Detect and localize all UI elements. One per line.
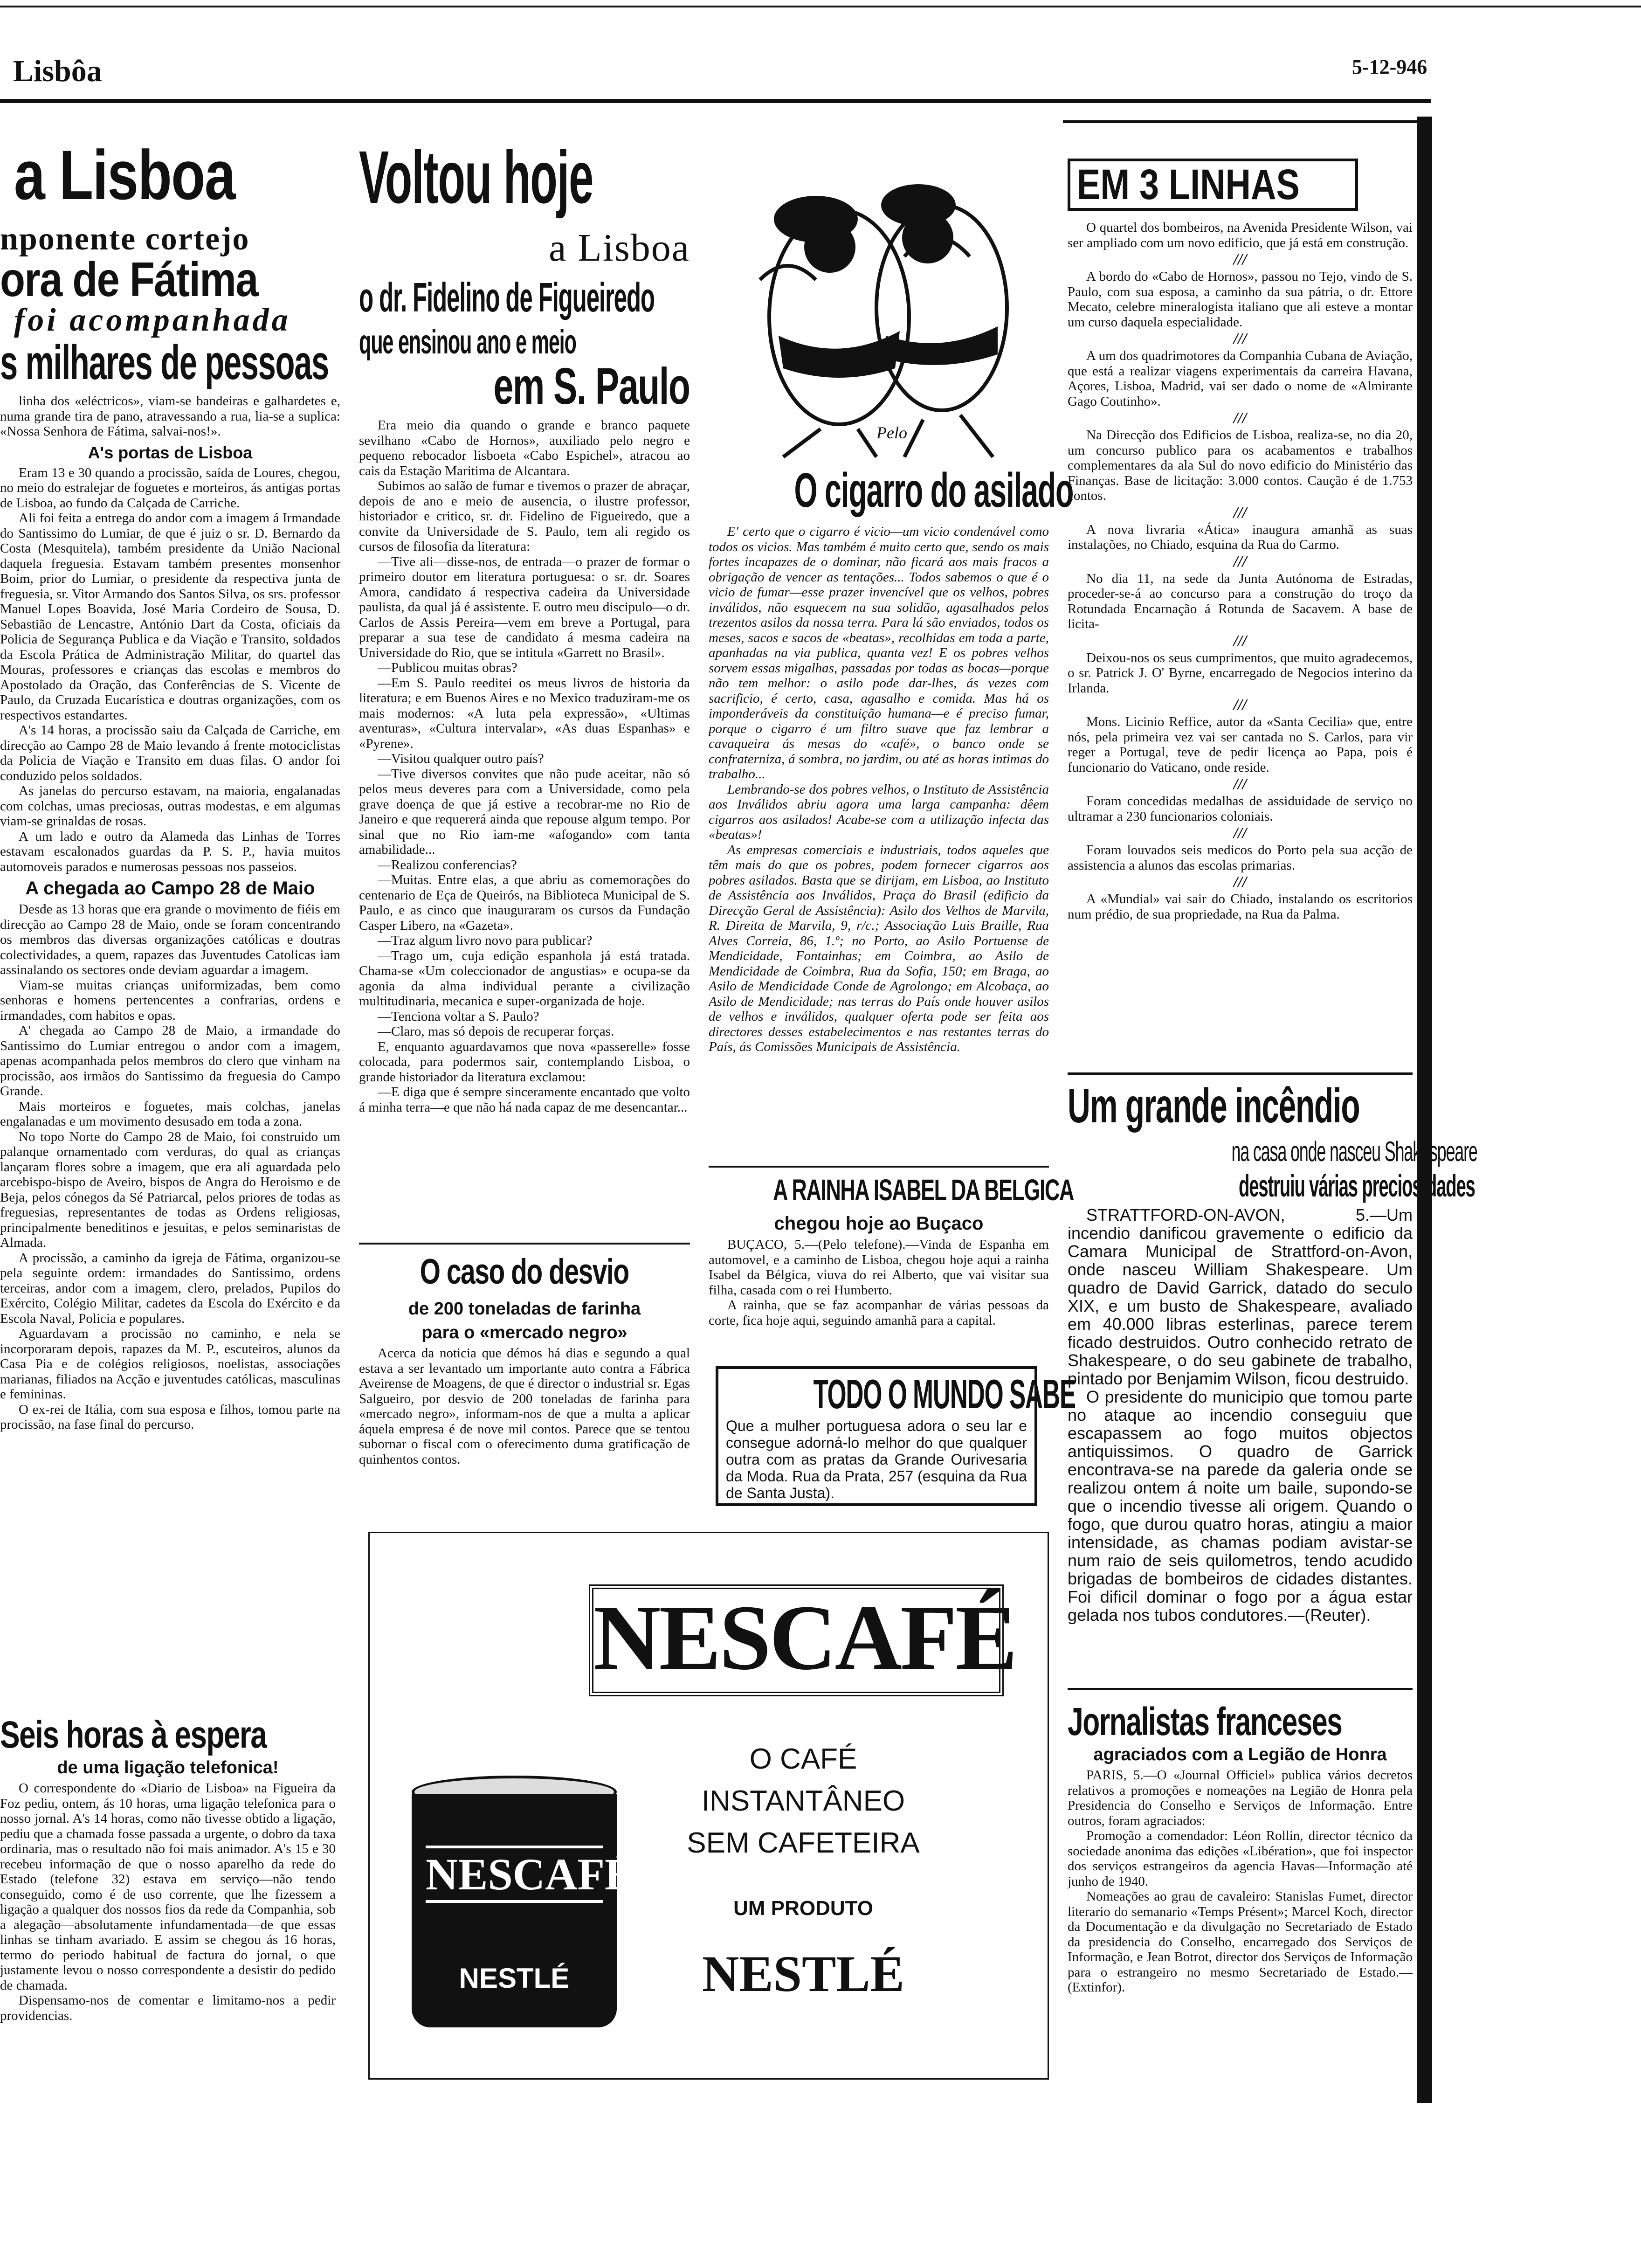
paragraph: PARIS, 5.—O «Journal Officiel» publica vários decretos relativos a promoções e nomeações na Legião de Honra pela Presidencia do Conselho e Serviços de Informação. Entre outros, foram agraciados: (1068, 1768, 1413, 1828)
ad-ourivesaria (716, 1366, 1076, 1506)
paragraph: —Tive diversos convites que não pude aceitar, não só pelos meus deveres para com a Universidade, como pela grave doença de que já estive a recobrar-me no Rio de Janeiro e que requererá ainda que repouse algum tempo. Por sinal que no Rio iam-me «afogando» com tanta amabilidade... (359, 766, 690, 857)
article-desvio (359, 1254, 690, 1467)
news-brief-item: Foram concedidas medalhas de assiduidade de serviço no ultramar a 230 funcionarios coloniais. (1068, 794, 1413, 824)
nescafe-tin-illustration (412, 1776, 635, 2037)
paragraph: Subimos ao salão de fumar e tivemos o prazer de abraçar, depois de ano e meio de ausencia, o ilustre professor, historiador e critico, sr. dr. Fidelino de Figueiredo, que a convite da Universidade de S. Paulo, tem ali regido os cursos de filosofia da literatura: (359, 478, 690, 554)
paragraph: STRATTFORD-ON-AVON, 5.—Um incendio danificou gravemente o edificio da Camara Municipal de Strattford-on-Avon, onde nasceu William Shakespeare. Um quadro de David Garrick, datado do seculo XIX, e um busto de Shakespeare, avaliado em 40.000 libras esterlinas, parece terem ficado destruidos. Outro conhecido retrato de Shakespeare, o do seu gabinete de trabalho, pintado por Benjamim Wilson, ficou destruido. (1068, 1206, 1413, 1388)
ad-body: Que a mulher portuguesa adora o seu lar e consegue adorná-lo melhor do que qualquer outra com as pratas da Grande Ourivesaria da Moda. Rua da Prata, 257 (esquina da Rua de Santa Justa). (726, 1418, 1027, 1501)
paragraph: —Em S. Paulo reeditei os meus livros de historia da literatura; e em Buenos Aires e no Mexico traduziram-me os mais modernos: «A luta pela expressão», «Ultimas aventuras», «Cultura intervalar», «As duas Espanhas» e «Pyrene». (359, 675, 690, 751)
slogan-line: INSTANTÂNEO (701, 1785, 905, 1817)
slogan-line: SEM CAFETEIRA (687, 1827, 920, 1859)
subheadline: de uma ligação telefonica! (57, 1758, 279, 1777)
top-rule (0, 6, 1641, 7)
headline: A RAINHA ISABEL DA BELGICA (773, 1173, 1074, 1207)
article-body (0, 902, 340, 1432)
article-rainha (709, 1173, 1074, 1328)
separator-slashes: /// (1233, 504, 1247, 521)
ad-headline: TODO O MUNDO SABE (813, 1371, 1076, 1417)
headline-text: ora de Fátima (0, 253, 258, 307)
subheadline: na casa onde nasceu Shakespeare (1231, 1136, 1477, 1167)
article-fidelino (359, 135, 690, 1115)
slogan-line: O CAFÉ (749, 1743, 857, 1775)
paragraph: —Visitou qualquer outro país? (378, 751, 544, 766)
paragraph: BUÇACO, 5.—(Pelo telefone).—Vinda de Espanha em automovel, e a caminho de Lisboa, chegou hoje aqui a rainha Isabel da Bélgica, viuva do rei Alberto, que vai visitar sua filha, casada com o rei Humberto. (709, 1237, 1049, 1298)
news-brief-item: A bordo do «Cabo de Hornos», passou no Tejo, vindo de S. Paulo, com sua esposa, a caminho da sua pátria, o dr. Ettore Mecato, celebre mineralogista italiano que ali esteve a montar um curso daquela especialidade. (1068, 269, 1413, 330)
subheadline: chegou hoje ao Buçaco (774, 1213, 984, 1234)
divider (1068, 1688, 1413, 1690)
headline-line-2: nponente cortejo (0, 221, 250, 257)
paragraph: O ex-rei de Itália, com sua esposa e filhos, tomou parte na procissão, na fase final do percurso. (0, 1402, 340, 1432)
paragraph: O presidente do municipio que tomou parte no ataque ao incendio conseguiu que escapassem ao fogo muitos objectos antiquissimos. O quadro de Garrick encontrava-se na parede da galeria onde se realizou ontem á noite um baile, supondo-se que o incendio tivesse ali origem. Quando o fogo, que durou quatro horas, atingiu a maior intensidade, as chamas podiam avistar-se num raio de seis quilometros, tendo acudido brigadas de bombeiros de cidades distantes. Foi dificil dominar o fogo por a água estar gelada nos tubos condutores.—(Reuter). (1068, 1387, 1413, 1624)
illustration-two-old-men-smoking (709, 140, 1049, 462)
column-top-rule (1063, 120, 1417, 123)
paragraph: Viam-se muitas crianças uniformizadas, bem como senhoras e homens pertencentes a confrarias, ordens e irmandades, com habitos e opas. (0, 977, 340, 1023)
paragraph: —Traz algum livro novo para publicar? (378, 933, 593, 948)
article-body (1068, 1768, 1413, 1995)
headline-line-5 (0, 336, 340, 390)
article-body (359, 418, 690, 1115)
section-name: Lisbôa (13, 54, 102, 88)
separator-slashes: /// (1233, 409, 1247, 427)
article-body (709, 1237, 1049, 1328)
divider (359, 1243, 690, 1245)
paragraph: Aguardavam a procissão no caminho, e nela se incorporaram depois, rapazes da M. P., escuteiros, alunos da Casa Pia e de colégios religiosos, noelistas, associações marianas, filiados na Acção e juventudes católicas, masculinas e femininas. (0, 1326, 340, 1402)
separator-slashes: /// (1233, 696, 1247, 713)
separator-slashes: /// (1233, 553, 1247, 570)
paragraph: Mais morteiros e foguetes, mais colchas, janelas engalanadas e um movimento desusado em toda a zona. (0, 1099, 340, 1129)
right-margin-bar (1417, 117, 1432, 2103)
headline: O cigarro do asilado (794, 463, 1074, 518)
paragraph: E' certo que o cigarro é vicio—um vicio condenável como todos os vicios. Mas também é muito certo que, sendo os mais fortes incapazes de o dominar, não ficará aos mais fracos a obrigação de vencer as tentações... Todos sabemos o que é o vicio de fumar—esse prazer invencível que os velhos, pobres inválidos, não esquecem na sua solidão, agasalhados pelos trezentos asilos da nossa terra. Para lá são enviados, todos os meses, sacos e sacos de «beatas», recolhidas em toda a parte, apanhadas na via publica, quanta vez! E os pobres velhos sorvem essas migalhas, passadas por todas as bocas—porque não tem melhor: o asilo pode dar-lhes, ás vezes com sacrificio, é certo, casa, agasalho e comida. Mas há os imponderáveis da constituição humana—e é preciso fumar, porque o cigarro é um filtro suave que faz lembrar a cavaqueira ás mesas do «café», o banco onde se confraterniza, á sombra, no jardim, ou até as horas intimas do trabalho... (709, 524, 1049, 781)
paragraph: —Publicou muitas obras? (378, 660, 517, 675)
section-title-text: EM 3 LINHAS (1077, 161, 1300, 208)
subheading: A's portas de Lisboa (88, 443, 253, 462)
article-telefone (0, 1716, 336, 2023)
paragraph: Eram 13 e 30 quando a procissão, saída de Loures, chegou, no meio do estralejar de foguetes e morteiros, ás antigas portas de Lisboa, ao fundo da Calçada de Carriche. (0, 465, 340, 511)
paragraph: Era meio dia quando o grande e branco paquete sevilhano «Cabo de Hornos», auxiliado pelo negro e pequeno rebocador lisboeta «Cabo Espichel», atracou ao cais da Estação Maritima de Alcantara. (359, 418, 690, 478)
headline-line-3: o dr. Fidelino de Figueiredo (359, 274, 655, 320)
paragraph: A' chegada ao Campo 28 de Maio, a irmandade do Santissimo do Lumiar entregou o andor com a imagem, apenas acompanhada pelos membros do clero que vinham na procissão, aos irmãos do Santissimo da freguesia do Campo Grande. (0, 1023, 340, 1099)
paragraph: As empresas comerciais e industriais, todos aqueles que têm mais do que os pobres, podem fornecer cigarros aos pobres asilados. Basta que se dirijam, em Lisboa, ao Instituto de Assistência aos Inválidos, Praça do Brasil (edificio da Direcção Geral de Assistência): Asilo dos Velhos de Marvila, R. Direita de Marvila, 9, r/c.; Associação Luis Braille, Rua Alves Correia, 86, 1.º; no Porto, ao Asilo Portuense de Mendicidade, Fontainhas; em Coimbra, ao Asilo de Mendicidade de Coimbra, Rua da Sofia, 150; em Braga, ao Asilo de Mendicidade Conde de Agrolongo; em Alcobaça, ao Asilo de Mendicidade; nas terras do País onde houver asilos de velhos e inválidos, qualquer oferta pode ser feita aos directores desses estabelecimentos e nas restantes terras do País, ás Comissões Municipais de Assistência. (709, 842, 1049, 1054)
news-brief-item: A «Mundial» vai sair do Chiado, instalando os escritorios num prédio, de sua propriedade, na Rua da Palma. (1068, 892, 1413, 922)
paragraph: A's 14 horas, a procissão saiu da Calçada de Carriche, em direcção ao Campo 28 de Maio levando á frente motociclistas da Policia de Viação e Transito em duas filas. O andor foi conduzido pelos soldados. (0, 723, 340, 783)
paragraph: A rainha, que se faz acompanhar de várias pessoas da corte, fica hoje aqui, seguindo amanhã para a capital. (709, 1298, 1049, 1328)
headline-text: s milhares de pessoas (0, 336, 329, 390)
paragraph: Lembrando-se dos pobres velhos, o Instituto de Assistência aos Inválidos abriu agora uma larga campanha: dêem cigarros aos asilados! Acabe-se com a utilização infecta das «beatas»! (709, 781, 1049, 842)
paragraph: —Tive ali—disse-nos, de entrada—o prazer de formar o primeiro doutor em literatura portuguesa: o sr. dr. Soares Amora, candidato á respectiva cadeira da Universidade paulista, da qual já é assistente. E outro meu discipulo—o dr. Carlos de Assis Pereira—vem em breve a Portugal, para preparar a sua tese de candidato á mesma cadeira na Universidade do Rio, que se intitula «Garrett no Brasil». (359, 554, 690, 660)
headline-line-5: em S. Paulo (493, 358, 690, 415)
headline: Voltou hoje (359, 135, 593, 219)
paragraph: Dispensamo-nos de comentar e limitamo-nos a pedir providencias. (0, 1993, 336, 2023)
subheading: A chegada ao Campo 28 de Maio (25, 878, 315, 899)
article-body (0, 465, 340, 875)
headline: Jornalistas franceses (1068, 1700, 1342, 1743)
divider (709, 1166, 1049, 1168)
news-brief-item: Foram louvados seis medicos do Porto pela sua acção de assistencia a alunos das escolas primarias. (1068, 843, 1413, 873)
headline-text: a Lisboa (14, 136, 235, 214)
article-jornalistas (1068, 1702, 1413, 1995)
subheadline: destruiu várias preciosidades (1238, 1169, 1475, 1203)
article-incendio (1068, 1079, 1477, 1624)
news-brief-item: Deixou-nos os seus cumprimentos, que muito agradecemos, o sr. Patrick J. O' Byrne, encarregado de Negocios interino da Irlanda. (1068, 650, 1413, 696)
article-body (1068, 1206, 1413, 1624)
paragraph: —Claro, mas só depois de recuperar forças. (378, 1024, 614, 1039)
paragraph: Desde as 13 horas que era grande o movimento de fiéis em direcção ao Campo 28 de Maio, onde se foram concentrando os membros das diversas organizações católicas e doutras colectividades, a quem, rapazes das Juventudes Catolicas iam assinalando os sectores onde deviam aguardar a imagem. (0, 902, 340, 977)
separator-slashes: /// (1233, 632, 1247, 650)
paragraph: Ali foi feita a entrega do andor com a imagem á Irmandade do Santissimo do Lumiar, de que é juiz o sr. D. Bernardo da Costa (Mesquitela), também presidente da União Nacional daquela freguesia. Estavam também presentes monsenhor Boim, prior do Lumiar, o presidente da respectiva junta de freguesia, sr. Vitor Armando dos Santos Silva, os srs. professor Manuel Lopes Boavida, José Maria Cordeiro de Sousa, D. Sebastião de Lencastre, António Dart da Costa, oficiais da Policia de Segurança Publica e da Viação e Transito, soldados da Escola Prática de Administração Militar, do quartel das Mouras, professores e crianças das escolas e membros do Apostolado da Oração, das Conferências de S. Vicente de Paulo, da Cruzada Eucarística e doutras organizações, com os respectivos estandartes. (0, 511, 340, 723)
separator-slashes: /// (1233, 330, 1247, 347)
em-3-linhas (1068, 159, 1413, 922)
headline-line-3 (0, 253, 340, 307)
headline (14, 136, 340, 214)
separator-slashes: /// (1233, 873, 1247, 891)
paragraph: As janelas do percurso estavam, na maioria, engalanadas com colchas, umas preciosas, outras modestas, e em algumas viam-se grinaldas de rosas. (0, 783, 340, 829)
separator-slashes: /// (1233, 824, 1247, 842)
news-brief-item: Na Direcção dos Edificios de Lisboa, realiza-se, no dia 20, um concurso publico para os acabamentos e trabalhos complementares da ala Sul do novo edificio do Ministério das Finanças. Base de licitação: 3.000 contos. Caução é de 1.753 contos. (1068, 428, 1413, 503)
issue-date: 5-12-946 (1352, 55, 1427, 78)
headline: O caso do desvio (420, 1252, 629, 1292)
separator-slashes: /// (1233, 251, 1247, 268)
paragraph: A procissão, a caminho da igreja de Fátima, organizou-se pela seguinte ordem: irmandades do Santissimo, ordens terceiras, andor com a imagem, clero, prelados, Pupilos do Exército, Colégio Militar, cadetes da Escola do Exército e da Escola Naval, Policia e populares. (0, 1250, 340, 1326)
news-brief-list (1068, 220, 1413, 922)
paragraph: Acerca da noticia que démos há dias e segundo a qual estava a ser levantado um importante auto contra a Fábrica Aveirense de Moagens, de que é director o industrial sr. Egas Salgueiro, por desvio de 200 toneladas de farinha para «mercado negro», informam-nos de que a multa a aplicar áquela empresa é de nove mil contos. Parece que se tentou subornar o fiscal com o oferecimento duma gratificação de quinhentos contos. (359, 1346, 690, 1467)
illustrator-signature: Pelo (876, 423, 907, 442)
slogan-line: UM PRODUTO (733, 1897, 873, 1920)
paragraph: Promoção a comendador: Léon Rollin, director técnico da sociedade anonima das edições «Libération», que foi inspector dos serviços estrangeiros da agencia Havas—Informação até junho de 1940. (1068, 1828, 1413, 1889)
article-lead (0, 394, 340, 439)
article-fatima (0, 136, 340, 1432)
paragraph: —Trago um, cuja edição espanhola já está tratada. Chama-se «Um coleccionador de angustias» e ocupa-se da agonia da alma individual perante a civilização multitudinaria, mecanica e super-organizada de hoje. (359, 948, 690, 1009)
paragraph: —Tenciona voltar a S. Paulo? (378, 1009, 539, 1024)
headline-line-4: foi acompanhada (14, 302, 291, 338)
news-brief-item: O quartel dos bombeiros, na Avenida Presidente Wilson, vai ser ampliado com um novo edificio, que já está em construção. (1068, 220, 1413, 250)
article-body (0, 1781, 336, 2023)
paragraph: —Realizou conferencias? (378, 857, 517, 872)
nescafe-logo-box (589, 1584, 1016, 1696)
paragraph: Nomeações ao grau de cavaleiro: Stanislas Fumet, director literario do semanario «Temps Présent»; Marcel Koch, director da Documentação e da divulgação no Secretariado de Estado da presidencia do Conselho, encarregado dos Serviços de Informação, e Jean Botrot, director dos Serviços de Informação para o estrangeiro no mesmo Secretariado de Estado.—(Extinfor). (1068, 1889, 1413, 1995)
subheadline: de 200 toneladas de farinha (408, 1299, 641, 1319)
news-brief-item: A nova livraria «Ática» inaugura amanhã as suas instalações, no Chiado, esquina da Rua do Carmo. (1068, 522, 1413, 552)
nestle-logo: NESTLÉ (702, 1945, 905, 2002)
headline: Um grande incêndio (1068, 1079, 1360, 1133)
subheadline: para o «mercado negro» (421, 1323, 627, 1342)
news-brief-item: A um dos quadrimotores da Companhia Cubana de Aviação, que está a realizar viagens experimentais da carreira Havana, Açores, Lisboa, Madrid, vai ser dado o nome de «Almirante Gago Coutinho». (1068, 348, 1413, 409)
subheadline: agraciados com a Legião de Honra (1093, 1745, 1387, 1764)
news-brief-item: Mons. Licinio Reffice, autor da «Santa Cecilia» que, entre nós, pela primeira vez vai ser cantada no S. Carlos, para vir reger a Portugal, teve de pedir licença ao Papa, pois é funcionario do Vaticano, onde reside. (1068, 714, 1413, 775)
headline-line-4: que ensinou ano e meio (359, 324, 576, 361)
article-body (709, 524, 1049, 1055)
paragraph: No topo Norte do Campo 28 de Maio, foi construido um palanque ornamentado com verduras, do qual as crianças lançaram flores sobre a imagem, que era ali aguardada pelo arcebispo-bispo de Aveiro, bispos de Angra do Heroismo e de Beja, pelos cónegos da Sé Patriarcal, pelos priores de todas as freguesias, representantes de todas as Ordens religiosas, principalmente beneditinos e jesuitas, e pelos seminaristas de Almada. (0, 1129, 340, 1250)
separator-slashes: /// (1233, 775, 1247, 793)
divider (1068, 1072, 1413, 1075)
nescafe-logo: NESCAFÉ (593, 1586, 1016, 1689)
news-brief-item: No dia 11, na sede da Junta Autónoma de Estradas, proceder-se-á ao concurso para a construção do troço da Rotundada Encarnação á Rotunda de Sacavem. A base de licita- (1068, 571, 1413, 631)
headline: Seis horas à espera (0, 1714, 267, 1756)
paragraph: linha dos «eléctricos», viam-se bandeiras e galhardetes e, numa grande tira de pano, atravessando a rua, lia-se a suplica: «Nossa Senhora de Fátima, salvai-nos!». (0, 394, 340, 439)
paragraph: E, enquanto aguardavamos que nova «passerelle» fosse colocada, para podermos sair, contemplando Lisboa, o grande historiador da literatura exclamou: (359, 1039, 690, 1085)
paragraph: A um lado e outro da Alameda das Linhas de Torres estavam escalonados guardas da P. S. P., havia muitos automoveis parados e numerosas pessoas nos passeios. (0, 829, 340, 874)
tin-brand: NESCAFÉ (426, 1846, 603, 1903)
headline-line-2: a Lisboa (549, 226, 690, 270)
paragraph: —Muitas. Entre elas, a que abriu as comemorações do centenario de Eça de Queirós, na Biblioteca Municipal de S. Paulo, e as cinco que inauguraram os cursos da Fundação Casper Libero, na «Gazeta». (359, 872, 690, 933)
ad-nescafe (368, 1532, 1049, 2080)
ad-slogan (668, 1738, 938, 2002)
tin-maker: NESTLÉ (459, 1963, 570, 1994)
paragraph: O correspondente do «Diario de Lisboa» na Figueira da Foz pediu, ontem, ás 10 horas, uma ligação telefonica para o nosso jornal. A's 14 horas, como não tivesse obtido a ligação, pediu que a chamada fosse passada a urgente, o dobro da taxa ordinaria, mas o resultado não foi mais animador. A's 15 e 30 recebeu informação de que o nosso aparelho da rede do Estado (telefone 32) estava em serviço—não tendo conseguido, como é de uso corrente, que lhe fizessem a ligação a qualquer dos nossos fios da rede da Companhia, sob a alegação—absolutamente infundamentada—de que essas linhas se tinham avariado. E assim se chegou ás 16 horas, termo do periodo habitual de factura do jornal, o que justamente levou o nosso correspondente a desistir do pedido de chamada. (0, 1781, 336, 1993)
article-body (359, 1346, 690, 1467)
smoking-men-drawing-icon (709, 140, 1049, 462)
paragraph: —E diga que é sempre sinceramente encantado que volto á minha terra—e que não há nada capaz de me desencantar... (359, 1085, 690, 1115)
article-cigarro (709, 140, 1074, 1055)
masthead-rule (0, 99, 1431, 103)
section-title (1068, 159, 1358, 211)
